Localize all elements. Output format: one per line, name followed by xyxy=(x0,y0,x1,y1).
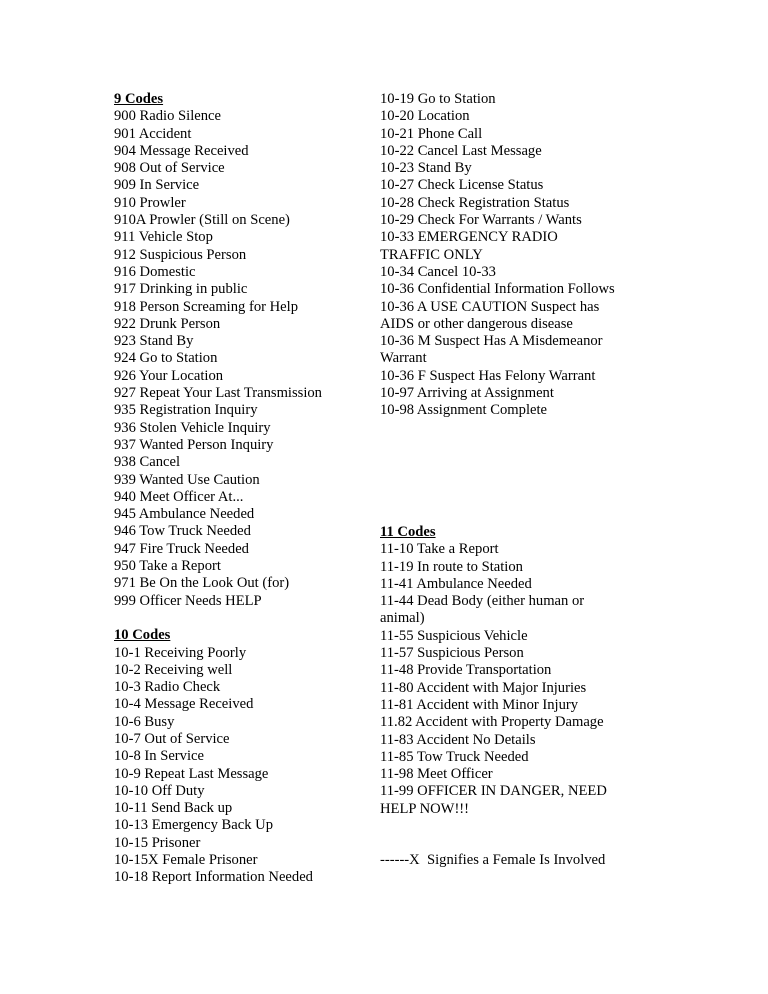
ten-code-item: 10-33 EMERGENCY RADIO xyxy=(380,229,558,246)
ten-code-item: 10-98 Assignment Complete xyxy=(380,402,548,419)
nine-code-item: 909 In Service xyxy=(114,177,200,194)
ten-code-item: 10-36 Confidential Information Follows xyxy=(380,281,615,298)
ten-code-item: 10-4 Message Received xyxy=(114,696,254,713)
eleven-code-item: 11-98 Meet Officer xyxy=(380,766,493,783)
nine-code-item: 901 Accident xyxy=(114,125,192,142)
nine-code-item: 938 Cancel xyxy=(114,454,181,471)
nine-code-item: 900 Radio Silence xyxy=(114,108,222,125)
nine-code-item: 971 Be On the Look Out (for) xyxy=(114,575,290,592)
ten-codes-list xyxy=(114,645,384,887)
ten-code-item: 10-29 Check For Warrants / Wants xyxy=(380,212,582,229)
nine-code-item: 936 Stolen Vehicle Inquiry xyxy=(114,419,271,436)
nine-codes-list xyxy=(114,108,384,610)
nine-code-item: 923 Stand By xyxy=(114,333,194,350)
eleven-code-item: 11.82 Accident with Property Damage xyxy=(380,714,604,731)
eleven-code-item: 11-57 Suspicious Person xyxy=(380,645,524,662)
left-column xyxy=(114,91,384,887)
nine-code-item: 916 Domestic xyxy=(114,263,196,280)
right-column-eleven-codes xyxy=(380,524,650,818)
ten-code-item: 10-23 Stand By xyxy=(380,160,472,177)
nine-code-item: 912 Suspicious Person xyxy=(114,246,247,263)
nine-code-item: 917 Drinking in public xyxy=(114,281,248,298)
nine-code-item: 904 Message Received xyxy=(114,142,249,159)
nine-code-item: 910A Prowler (Still on Scene) xyxy=(114,212,290,229)
ten-code-item: 10-28 Check Registration Status xyxy=(380,194,570,211)
ten-code-item: 10-97 Arriving at Assignment xyxy=(380,385,554,402)
nine-code-item: 922 Drunk Person xyxy=(114,315,221,332)
ten-code-item: 10-18 Report Information Needed xyxy=(114,869,313,886)
ten-code-item: 10-21 Phone Call xyxy=(380,125,483,142)
female-involved-footnote xyxy=(380,852,680,869)
eleven-code-item: 11-99 OFFICER IN DANGER, NEED xyxy=(380,783,607,800)
nine-code-item: 911 Vehicle Stop xyxy=(114,229,213,246)
ten-code-item: 10-36 M Suspect Has A Misdemeanor xyxy=(380,333,603,350)
ten-code-item: 10-20 Location xyxy=(380,108,470,125)
eleven-codes-list xyxy=(380,541,650,818)
ten-code-item: 10-3 Radio Check xyxy=(114,679,221,696)
ten-code-item: 10-27 Check License Status xyxy=(380,177,544,194)
ten-code-item: 10-36 A USE CAUTION Suspect has xyxy=(380,298,600,315)
eleven-code-item: 11-83 Accident No Details xyxy=(380,731,536,748)
eleven-code-item: 11-81 Accident with Minor Injury xyxy=(380,696,579,713)
nine-code-item: 945 Ambulance Needed xyxy=(114,506,255,523)
nine-code-item: 937 Wanted Person Inquiry xyxy=(114,436,274,453)
ten-code-item: 10-10 Off Duty xyxy=(114,782,205,799)
ten-code-item: 10-6 Busy xyxy=(114,713,175,730)
ten-code-item: 10-2 Receiving well xyxy=(114,661,233,678)
eleven-code-item: 11-44 Dead Body (either human or xyxy=(380,593,585,610)
ten-code-item: 10-9 Repeat Last Message xyxy=(114,765,269,782)
nine-code-item: 924 Go to Station xyxy=(114,350,218,367)
ten-code-item: AIDS or other dangerous disease xyxy=(380,315,573,332)
nine-code-item: 927 Repeat Your Last Transmission xyxy=(114,385,322,402)
nine-code-item: 940 Meet Officer At... xyxy=(114,488,244,505)
eleven-codes-heading: 11 Codes xyxy=(380,524,436,540)
ten-code-item: 10-15 Prisoner xyxy=(114,834,201,851)
ten-codes-heading: 10 Codes xyxy=(114,627,171,644)
ten-code-item: 10-1 Receiving Poorly xyxy=(114,644,247,661)
nine-code-item: 946 Tow Truck Needed xyxy=(114,523,251,540)
nine-code-item: 918 Person Screaming for Help xyxy=(114,298,299,315)
eleven-code-item: 11-85 Tow Truck Needed xyxy=(380,748,529,765)
ten-code-item: 10-8 In Service xyxy=(114,748,204,765)
nine-code-item: 999 Officer Needs HELP xyxy=(114,592,262,609)
nine-code-item: 908 Out of Service xyxy=(114,160,225,177)
eleven-code-item: 11-19 In route to Station xyxy=(380,558,523,575)
eleven-code-item: 11-10 Take a Report xyxy=(380,541,499,558)
ten-code-item: 10-13 Emergency Back Up xyxy=(114,817,273,834)
ten-code-item: TRAFFIC ONLY xyxy=(380,246,483,263)
nine-codes-heading: 9 Codes xyxy=(114,91,164,107)
nine-code-item: 947 Fire Truck Needed xyxy=(114,540,249,557)
ten-code-item: 10-19 Go to Station xyxy=(380,91,496,107)
ten-code-item: 10-34 Cancel 10-33 xyxy=(380,263,496,280)
eleven-code-item: animal) xyxy=(380,610,425,627)
eleven-code-item: 11-41 Ambulance Needed xyxy=(380,575,532,592)
ten-code-item: 10-7 Out of Service xyxy=(114,730,230,747)
nine-code-item: 935 Registration Inquiry xyxy=(114,402,258,419)
ten-code-item: 10-22 Cancel Last Message xyxy=(380,142,542,159)
ten-code-item: 10-36 F Suspect Has Felony Warrant xyxy=(380,367,596,384)
eleven-code-item: 11-80 Accident with Major Injuries xyxy=(380,679,587,696)
ten-code-item: 10-15X Female Prisoner xyxy=(114,852,258,869)
section-spacer xyxy=(114,610,384,627)
footnote-text: ------X Signifies a Female Is Involved xyxy=(380,852,606,868)
eleven-code-item: 11-48 Provide Transportation xyxy=(380,662,552,679)
right-column-ten-codes-continued xyxy=(380,91,650,420)
eleven-code-item: 11-55 Suspicious Vehicle xyxy=(380,627,528,644)
nine-code-item: 926 Your Location xyxy=(114,367,224,384)
eleven-code-item: HELP NOW!!! xyxy=(380,800,470,817)
nine-code-item: 950 Take a Report xyxy=(114,558,221,575)
ten-code-item: 10-11 Send Back up xyxy=(114,800,233,817)
nine-code-item: 910 Prowler xyxy=(114,194,186,211)
nine-code-item: 939 Wanted Use Caution xyxy=(114,471,260,488)
ten-code-item: Warrant xyxy=(380,350,427,367)
